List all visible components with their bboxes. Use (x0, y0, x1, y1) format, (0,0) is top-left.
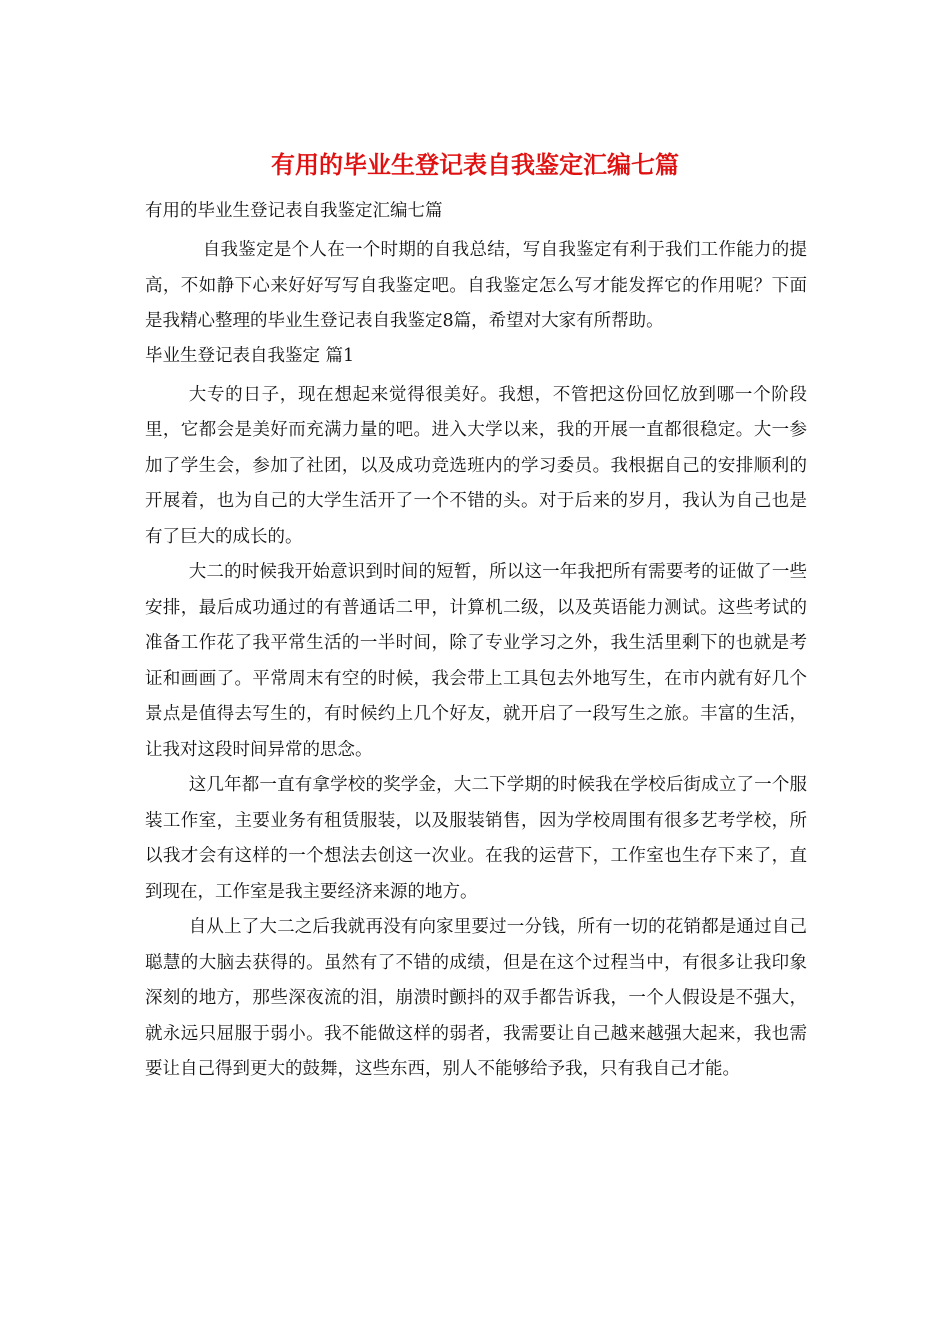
body-paragraph-4: 自从上了大二之后我就再没有向家里要过一分钱，所有一切的花销都是通过自己聪慧的大脑去获得的。虽然有了不错的成绩，但是在这个过程当中，有很多让我印象深刻的地方，那些深夜流的泪，崩溃时颤抖的双手都告诉我，一个人假设是不强大，就永远只屈服于弱小。我不能做这样的弱者，我需要让自己越来越强大起来，我也需要让自己得到更大的鼓舞，这些东西，别人不能够给予我，只有我自己才能。 (145, 917, 807, 1079)
body-paragraph-1: 大专的日子，现在想起来觉得很美好。我想，不管把这份回忆放到哪一个阶段里，它都会是美好而充满力量的吧。进入大学以来，我的开展一直都很稳定。大一参加了学生会，参加了社团，以及成功竞选班内的学习委员。我根据自己的安排顺利的开展着，也为自己的大学生活开了一个不错的头。对于后来的岁月，我认为自己也是有了巨大的成长的。 (145, 384, 807, 547)
document-subtitle: 有用的毕业生登记表自我鉴定汇编七篇 (145, 201, 443, 221)
document-title: 有用的毕业生登记表自我鉴定汇编七篇 (271, 150, 679, 179)
document-body (145, 197, 807, 1088)
intro-paragraph: 自我鉴定是个人在一个时期的自我总结，写自我鉴定有利于我们工作能力的提高，不如静下心来好好写写自我鉴定吧。自我鉴定怎么写才能发挥它的作用呢？下面是我精心整理的毕业生登记表自我鉴定8篇，希望对大家有所帮助。 (145, 240, 807, 331)
body-paragraph-2: 大二的时候我开始意识到时间的短暂，所以这一年我把所有需要考的证做了一些安排，最后成功通过的有普通话二甲，计算机二级，以及英语能力测试。这些考试的准备工作花了我平常生活的一半时间，除了专业学习之外，我生活里剩下的也就是考证和画画了。平常周末有空的时候，我会带上工具包去外地写生，在市内就有好几个景点是值得去写生的，有时候约上几个好友，就开启了一段写生之旅。丰富的生活，让我对这段时间异常的思念。 (145, 562, 807, 760)
body-paragraph-3: 这几年都一直有拿学校的奖学金，大二下学期的时候我在学校后街成立了一个服装工作室，主要业务有租赁服装，以及服装销售，因为学校周围有很多艺考学校，所以我才会有这样的一个想法去创这一次业。在我的运营下，工作室也生存下来了，直到现在，工作室是我主要经济来源的地方。 (145, 775, 807, 902)
section-heading: 毕业生登记表自我鉴定 篇1 (145, 345, 355, 366)
